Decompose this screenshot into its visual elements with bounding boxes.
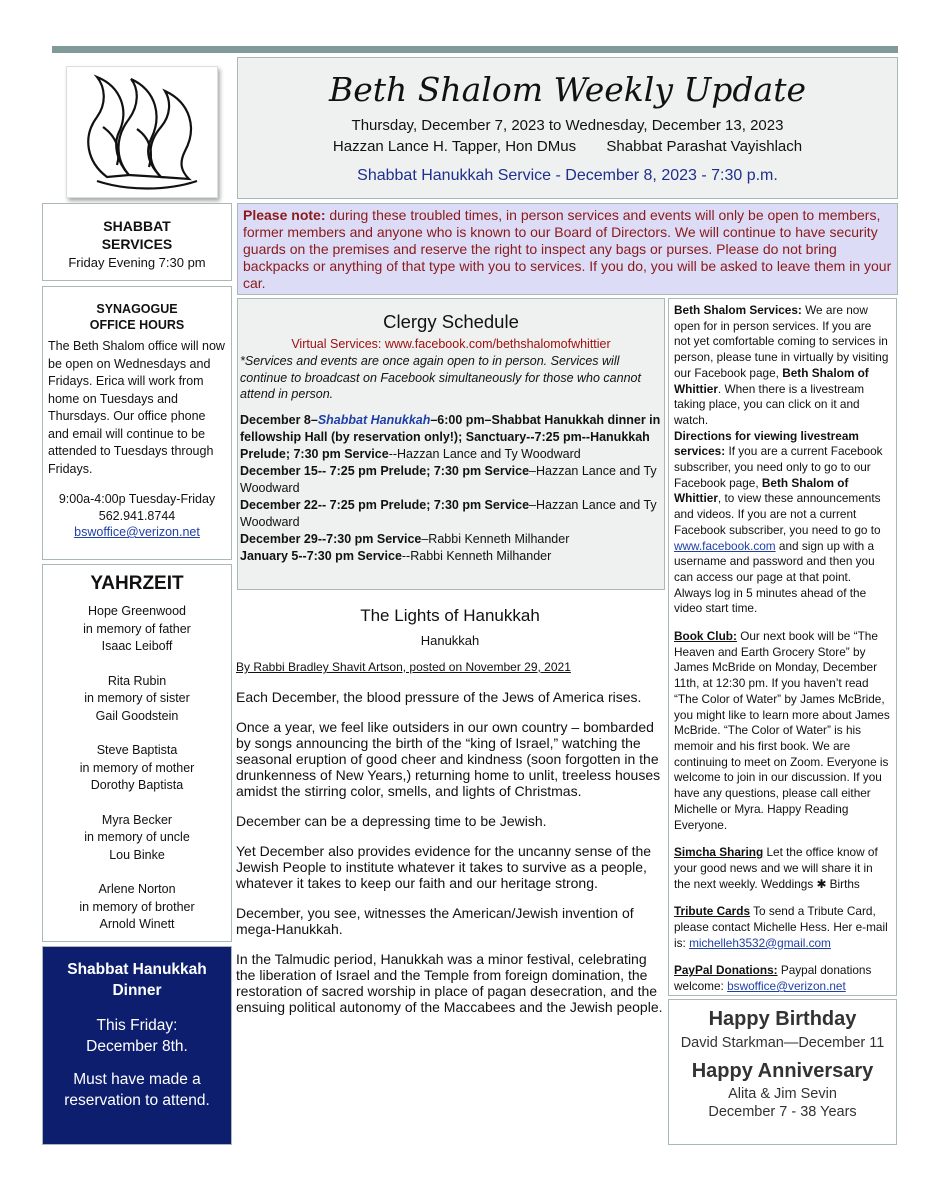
tribute-text: To send a Tribute Card, please contact Michelle Hess. Her e-mail is:	[674, 904, 888, 950]
services-text: We are now open for in person services. If you are not yet comfortable coming to services in person, please tune in virtually by visiting our Facebook page,	[674, 303, 889, 380]
paypal-text: Paypal donations welcome:	[674, 963, 872, 994]
tribute-heading: Tribute Cards	[674, 904, 751, 919]
office-hours-times: 9:00a-4:00p Tuesday-Friday	[58, 492, 216, 506]
office-phone: 562.941.8744	[98, 508, 176, 523]
dec29-leaders: –Rabbi Kenneth Milhander	[421, 531, 570, 546]
book-club	[674, 629, 891, 833]
top-divider-bar	[52, 46, 898, 53]
anniversary-names: Alita & Jim Sevin	[728, 1086, 837, 1102]
dinner-note: Must have made a reservation to attend.	[64, 1071, 210, 1109]
yahrzeit-name: Arlene Norton	[98, 882, 176, 896]
title-line-2: SERVICES	[101, 236, 173, 252]
article-paragraph: December, you see, witnesses the American/Jewish invention of mega-Hanukkah.	[236, 905, 634, 937]
article-title: The Lights of Hanukkah	[360, 606, 540, 625]
paypal-email-link[interactable]: bswoffice@verizon.net	[727, 979, 846, 994]
facebook-page-name: Beth Shalom of Whittier	[674, 365, 869, 396]
yahrzeit-entry	[43, 742, 231, 795]
yahrzeit-deceased: Dorothy Baptista	[90, 778, 184, 792]
simcha-text: Let the office know of your good news and we will share it in the next weekly. Weddings ✱ Births	[674, 845, 878, 891]
yahrzeit-name: Rita Rubin	[107, 673, 167, 688]
dec8-title: Shabbat Hanukkah	[317, 412, 431, 427]
facebook-link[interactable]: www.facebook.com	[674, 538, 776, 553]
yahrzeit-deceased: Arnold Winett	[99, 917, 175, 931]
clergy-schedule-box	[237, 298, 665, 590]
book-club-text: Our next book will be “The Heaven and Earth Grocery Store” by James McBride on Monday, December 11th, at 12:30 pm. If you haven’t read “The Color of Water” by James McBride, you might like to learn more about James McBride. “The Color of Water” is his memoir and his first book. We are continuing to meet on Zoom. Everyone is welcome to join in our discussion. If you have any questions, please call either Michelle or Myra. Happy Reading Everyone.	[674, 629, 890, 832]
announcements-column	[668, 298, 897, 996]
yahrzeit-deceased: Gail Goodstein	[95, 708, 179, 723]
livestream-directions	[674, 429, 891, 617]
office-email-link[interactable]: bswoffice@verizon.net	[74, 525, 200, 539]
newsletter-title: Beth Shalom Weekly Update	[328, 70, 807, 109]
article-byline: By Rabbi Bradley Shavit Artson, posted on November 29, 2021	[236, 660, 571, 674]
flame-logo-icon	[67, 67, 217, 197]
jan5-details: January 5--7:30 pm Service	[240, 548, 402, 563]
yahrzeit-relation: in memory of mother	[79, 760, 195, 775]
title-line-1: SHABBAT	[103, 218, 171, 234]
virtual-services-line[interactable]: Virtual Services: www.facebook.com/bethshalomofwhittier	[291, 337, 611, 351]
schedule-jan-5	[240, 548, 662, 565]
article-paragraph: In the Talmudic period, Hanukkah was a minor festival, celebrating the liberation of Israel and the Temple from foreign domination, the restoration of sacred worship in place of pagan desecration, and the ensuing political autonomy of the Maccabees and the Jewish people.	[236, 951, 663, 1015]
yahrzeit-title: YAHRZEIT	[90, 573, 184, 594]
article	[236, 600, 664, 1120]
office-contact	[43, 491, 231, 541]
directions-text: If you are a current Facebook subscriber, you need only to go to our Facebook page,	[674, 444, 883, 490]
yahrzeit-relation: in memory of brother	[79, 899, 195, 914]
office-hours-box	[42, 286, 232, 560]
directions-text-mid: , to view these announcements and videos. If you are not a current Facebook subscriber, you need to go to	[674, 491, 881, 537]
office-title-line-1: SYNAGOGUE	[96, 302, 178, 316]
yahrzeit-name: Steve Baptista	[96, 743, 178, 757]
yahrzeit-relation: in memory of father	[83, 621, 191, 636]
schedule-dec-15	[240, 463, 662, 497]
yahrzeit-entry	[43, 881, 231, 934]
yahrzeit-deceased: Lou Binke	[109, 847, 165, 862]
security-note	[237, 203, 898, 295]
hazzan-name: Hazzan Lance H. Tapper, Hon DMus	[332, 138, 577, 155]
article-paragraph: Once a year, we feel like outsiders in our own country – bombarded by songs announcing the birth of the “king of Israel,” watching the seasonal eruption of good cheer and kindness (soon forgotten in the drunkenness of New Years,) returning home to unlit, treeless houses amidst the stirring color, smells, and lights of Christmas.	[236, 719, 661, 799]
yahrzeit-entry	[43, 812, 231, 865]
paypal-heading: PayPal Donations:	[674, 963, 778, 978]
directions-heading: Directions for viewing livestream services:	[674, 428, 859, 459]
anniversary-title: Happy Anniversary	[691, 1060, 874, 1082]
dec8-leaders: --Hazzan Lance and Ty Woodward	[388, 446, 581, 461]
celebrations-box	[668, 999, 897, 1145]
dec8-details: –6:00 pm–Shabbat Hanukkah dinner in fellowship Hall (by reservation only!); Sanctuary--7:25 pm--Hanukkah Prelude; 7:30 pm Service	[240, 412, 661, 461]
directions-text-end: and sign up with a username and password and then you can access our page at that point. Always log in 5 minutes ahead of the video start time.	[674, 538, 875, 616]
dec29-details: December 29--7:30 pm Service	[240, 531, 422, 546]
dec15-details: December 15-- 7:25 pm Prelude; 7:30 pm Service	[240, 463, 530, 478]
hazzan-parasha-line	[238, 136, 897, 157]
birthday-title: Happy Birthday	[708, 1008, 857, 1030]
yahrzeit-box	[42, 564, 232, 942]
yahrzeit-relation: in memory of uncle	[84, 830, 190, 844]
dec22-details: December 22-- 7:25 pm Prelude; 7:30 pm Service	[240, 497, 530, 512]
yahrzeit-relation: in memory of sister	[84, 691, 190, 705]
synagogue-logo	[66, 66, 218, 198]
office-hours-title	[43, 301, 231, 333]
yahrzeit-entry	[43, 673, 231, 726]
article-subtitle: Hanukkah	[420, 633, 480, 648]
yahrzeit-list	[43, 603, 231, 934]
yahrzeit-name: Hope Greenwood	[88, 604, 186, 618]
dinner-when: This Friday: December 8th.	[86, 1017, 188, 1055]
schedule-dec-22	[240, 497, 662, 531]
clergy-note: *Services and events are once again open to in person. Services will continue to broadcast on Facebook simultaneously for those who cannot attend in person.	[240, 354, 641, 401]
anniversary-date: December 7 - 38 Years	[708, 1104, 857, 1120]
shabbat-services-title	[43, 217, 231, 253]
dec8-date: December 8–	[240, 412, 318, 427]
shabbat-services-box	[42, 203, 232, 281]
yahrzeit-name: Myra Becker	[101, 812, 173, 827]
date-range: Thursday, December 7, 2023 to Wednesday, December 13, 2023	[351, 117, 784, 134]
dinner-title: Shabbat Hanukkah Dinner	[67, 961, 207, 999]
note-lead: Please note:	[243, 207, 326, 223]
simcha-heading: Simcha Sharing	[674, 845, 764, 860]
dec22-leaders: –Hazzan Lance and Ty Woodward	[240, 497, 657, 529]
book-club-heading: Book Club:	[674, 629, 737, 644]
schedule-dec-29	[240, 531, 662, 548]
tribute-email-link[interactable]: michelleh3532@gmail.com	[689, 935, 831, 950]
birthday-name: David Starkman—December 11	[680, 1035, 885, 1051]
facebook-page-name: Beth Shalom of Whittier	[674, 475, 849, 506]
office-title-line-2: OFFICE HOURS	[89, 318, 185, 332]
yahrzeit-deceased: Isaac Leiboff	[101, 639, 173, 653]
article-paragraph: Yet December also provides evidence for the uncanny sense of the Jewish People to institute whatever it takes to survive as a people, whatever it takes to keep our faith and our heritage strong.	[236, 843, 652, 891]
hanukkah-dinner-box	[42, 946, 232, 1145]
article-paragraph: Each December, the blood pressure of the Jews of America rises.	[236, 689, 642, 705]
dec15-leaders: –Hazzan Lance and Ty Woodward	[240, 463, 657, 495]
services-announcement	[674, 303, 891, 429]
parasha-name: Shabbat Parashat Vayishlach	[606, 138, 803, 155]
simcha-sharing	[674, 845, 891, 892]
featured-service: Shabbat Hanukkah Service - December 8, 2023 - 7:30 p.m.	[357, 167, 778, 184]
services-text-end: . When there is a livestream taking place, you can click on it and watch.	[674, 381, 865, 427]
schedule-dec-8	[240, 412, 662, 463]
yahrzeit-entry	[43, 603, 231, 656]
newsletter-header	[237, 57, 898, 199]
paypal-donations	[674, 963, 891, 994]
tribute-cards	[674, 904, 891, 951]
office-hours-text: The Beth Shalom office will now be open on Wednesdays and Fridays. Erica will work from home on Tuesdays and Thursdays. Our office phone and email will continue to be attended to Tuesdays through Fridays.	[48, 339, 225, 476]
jan5-leaders: --Rabbi Kenneth Milhander	[401, 548, 552, 563]
services-heading: Beth Shalom Services:	[674, 303, 802, 317]
note-text: during these troubled times, in person services and events will only be open to members, former members and anyone who is known to our Board of Directors. We will continue to have security guards on the premises and reserve the right to inspect any bags or purses. Please do not bring backpacks or anything of that type with you to services. If you do, you will be asked to leave them in your car.	[243, 207, 892, 291]
article-paragraph: December can be a depressing time to be Jewish.	[236, 813, 547, 829]
clergy-title: Clergy Schedule	[383, 311, 519, 332]
shabbat-services-time: Friday Evening 7:30 pm	[68, 255, 206, 270]
